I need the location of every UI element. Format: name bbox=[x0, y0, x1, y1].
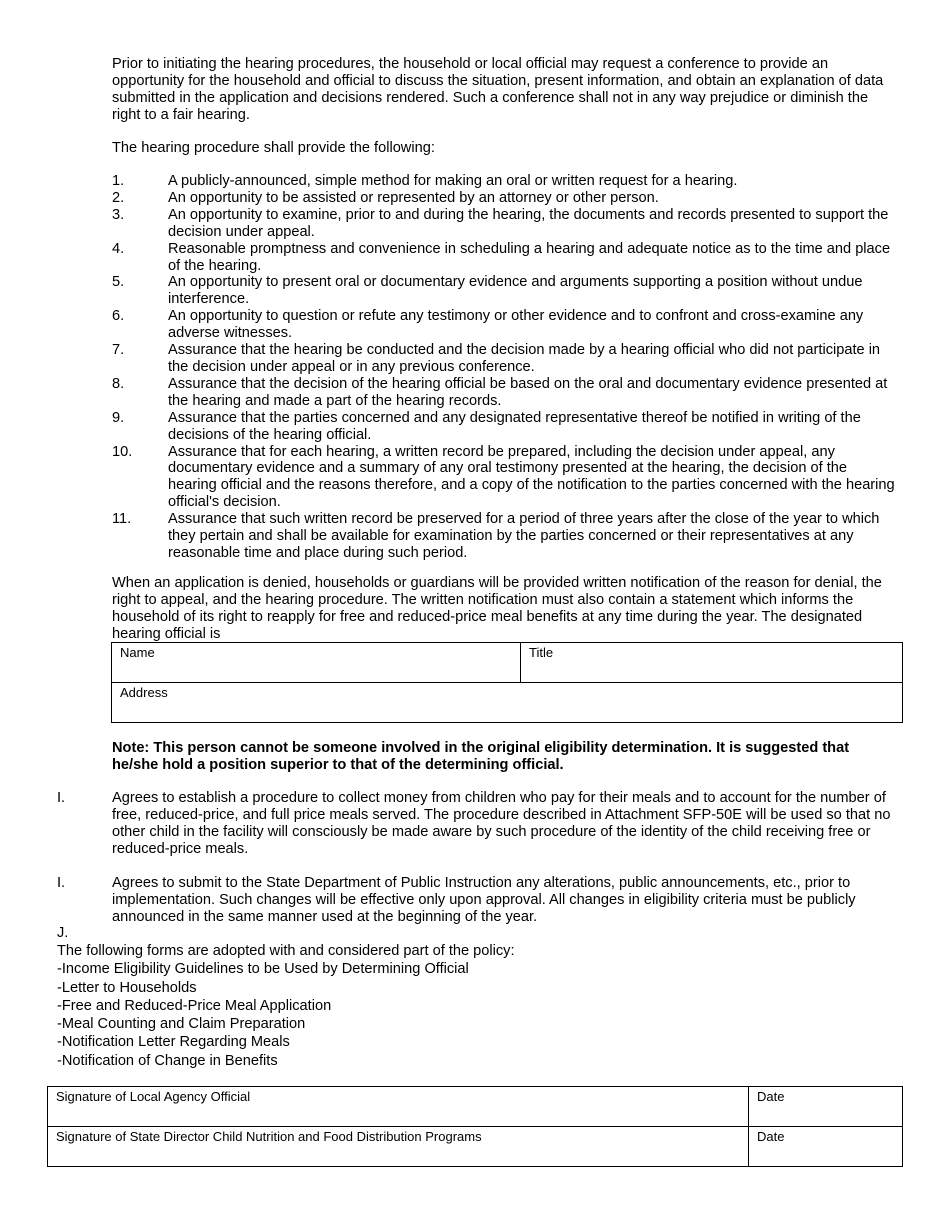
list-item bbox=[112, 274, 897, 308]
state-director-date-field[interactable] bbox=[749, 1127, 903, 1167]
section-collect bbox=[57, 790, 897, 858]
item-text: Assurance that the decision of the hearing official be based on the oral and documentary evidence presented at the hearing and made a part of the hearing records. bbox=[168, 375, 888, 409]
field-label: Signature of State Director Child Nutrition and Food Distribution Programs bbox=[56, 1129, 482, 1144]
local-official-signature-field[interactable] bbox=[48, 1087, 749, 1127]
signature-table bbox=[47, 1086, 903, 1167]
field-label: Date bbox=[757, 1129, 785, 1144]
item-text: An opportunity to be assisted or represented by an attorney or other person. bbox=[168, 189, 659, 206]
list-item: -Income Eligibility Guidelines to be Used by Determining Official bbox=[57, 961, 469, 978]
forms-intro: The following forms are adopted with and considered part of the policy: bbox=[57, 943, 515, 959]
forms-list bbox=[57, 942, 657, 1070]
list-item bbox=[112, 511, 897, 562]
field-label: Address bbox=[120, 685, 168, 700]
official-title-field[interactable] bbox=[521, 643, 903, 683]
denial-paragraph: When an application is denied, households or guardians will be provided written notification of the reason for denial, the right to appeal, and the hearing procedure. The written notification must also contain a statement which informs the household of its right to reapply for free and reduced-price meal benefits at any time during the year. The designated hearing official is bbox=[112, 575, 882, 642]
note-text: Note: This person cannot be someone involved in the original eligibility determination. It is suggested that he/she hold a position superior to that of the determining official. bbox=[112, 740, 850, 773]
list-item: -Letter to Households bbox=[57, 979, 197, 996]
item-number: 6. bbox=[112, 308, 125, 325]
item-number: 2. bbox=[112, 189, 125, 206]
item-text: Assurance that such written record be preserved for a period of three years after the close of the year to which they pertain and shall be available for examination by the parties concerned or their representatives at any reasonable time and place during such period. bbox=[168, 511, 880, 561]
field-label: Date bbox=[757, 1089, 785, 1104]
section-label: I. bbox=[57, 790, 66, 806]
item-number: 11. bbox=[112, 511, 132, 528]
item-text: An opportunity to present oral or documentary evidence and arguments supporting a position without undue interference. bbox=[168, 274, 863, 308]
official-address-field[interactable] bbox=[112, 683, 903, 723]
item-text: Reasonable promptness and convenience in scheduling a hearing and adequate notice as to the time and place of the hearing. bbox=[168, 240, 891, 274]
item-number: 7. bbox=[112, 342, 125, 359]
local-official-date-field[interactable] bbox=[749, 1087, 903, 1127]
hearing-procedure-list bbox=[112, 173, 897, 562]
section-label: I. bbox=[57, 875, 66, 891]
item-number: 9. bbox=[112, 409, 125, 426]
item-text: A publicly-announced, simple method for making an oral or written request for a hearing. bbox=[168, 173, 738, 189]
item-text: An opportunity to question or refute any testimony or other evidence and to confront and cross-examine any adverse witnesses. bbox=[168, 308, 864, 342]
hearing-official-table bbox=[111, 642, 903, 723]
item-number: 10. bbox=[112, 443, 133, 460]
list-item: -Free and Reduced-Price Meal Application bbox=[57, 997, 332, 1014]
field-label: Title bbox=[529, 645, 554, 660]
item-number: 4. bbox=[112, 240, 125, 257]
intro-paragraph: Prior to initiating the hearing procedures, the household or local official may request a conference to provide an opportunity for the household and official to discuss the situation, present information, and obtain an explanation of data submitted in the application and decisions rendered. Such a conference shall not in any way prejudice or diminish the right to a fair hearing. bbox=[112, 56, 884, 123]
item-text: Assurance that the hearing be conducted and the decision made by a hearing official who did not participate in the decision under appeal or in any previous conference. bbox=[168, 342, 881, 375]
list-item: -Notification of Change in Benefits bbox=[57, 1052, 278, 1069]
item-text: Assurance that the parties concerned and any designated representative thereof be notified in writing of the decisions of the hearing official. bbox=[168, 409, 861, 443]
item-number: 5. bbox=[112, 274, 125, 291]
state-director-signature-field[interactable] bbox=[48, 1127, 749, 1167]
list-item bbox=[112, 376, 897, 410]
list-item bbox=[112, 241, 897, 275]
official-name-field[interactable] bbox=[112, 643, 521, 683]
item-number: 3. bbox=[112, 206, 125, 223]
list-item bbox=[112, 190, 897, 207]
item-text: Assurance that for each hearing, a written record be prepared, including the decision under appeal, any documentary evidence and a summary of any oral testimony presented at the hearing, the decision of the hearing official and the reasons therefore, and a copy of the notification to the parties concerned with the hearing official's decision. bbox=[168, 443, 895, 511]
list-item bbox=[112, 207, 897, 241]
item-number: 8. bbox=[112, 375, 125, 392]
field-label: Name bbox=[120, 645, 155, 660]
list-item bbox=[112, 444, 897, 512]
field-label: Signature of Local Agency Official bbox=[56, 1089, 251, 1104]
section-text: Agrees to submit to the State Department of Public Instruction any alterations, public announcements, etc., prior to implementation. Such changes will be effective only upon approval. All changes in eligibility criteria must be publicly announced in the same manner used at the beginning of the year. bbox=[112, 875, 856, 925]
list-item bbox=[112, 342, 897, 376]
item-text: An opportunity to examine, prior to and during the hearing, the documents and records presented to support the decision under appeal. bbox=[168, 206, 889, 240]
list-item bbox=[112, 410, 897, 444]
list-item: -Notification Letter Regarding Meals bbox=[57, 1034, 290, 1051]
section-text: Agrees to establish a procedure to collect money from children who pay for their meals and to account for the number of free, reduced-price, and full price meals served. The procedure described in Attachment SFP-50E will be used so that no other child in the facility will consciously be made aware by such procedure of the identity of the child receiving free or reduced-price meals. bbox=[112, 790, 891, 857]
section-j-label: J. bbox=[57, 925, 69, 941]
list-item bbox=[112, 173, 897, 190]
section-submit bbox=[57, 875, 897, 926]
item-number: 1. bbox=[112, 173, 125, 189]
list-item bbox=[112, 308, 897, 342]
procedure-lead: The hearing procedure shall provide the following: bbox=[112, 140, 435, 156]
list-item: -Meal Counting and Claim Preparation bbox=[57, 1016, 306, 1033]
